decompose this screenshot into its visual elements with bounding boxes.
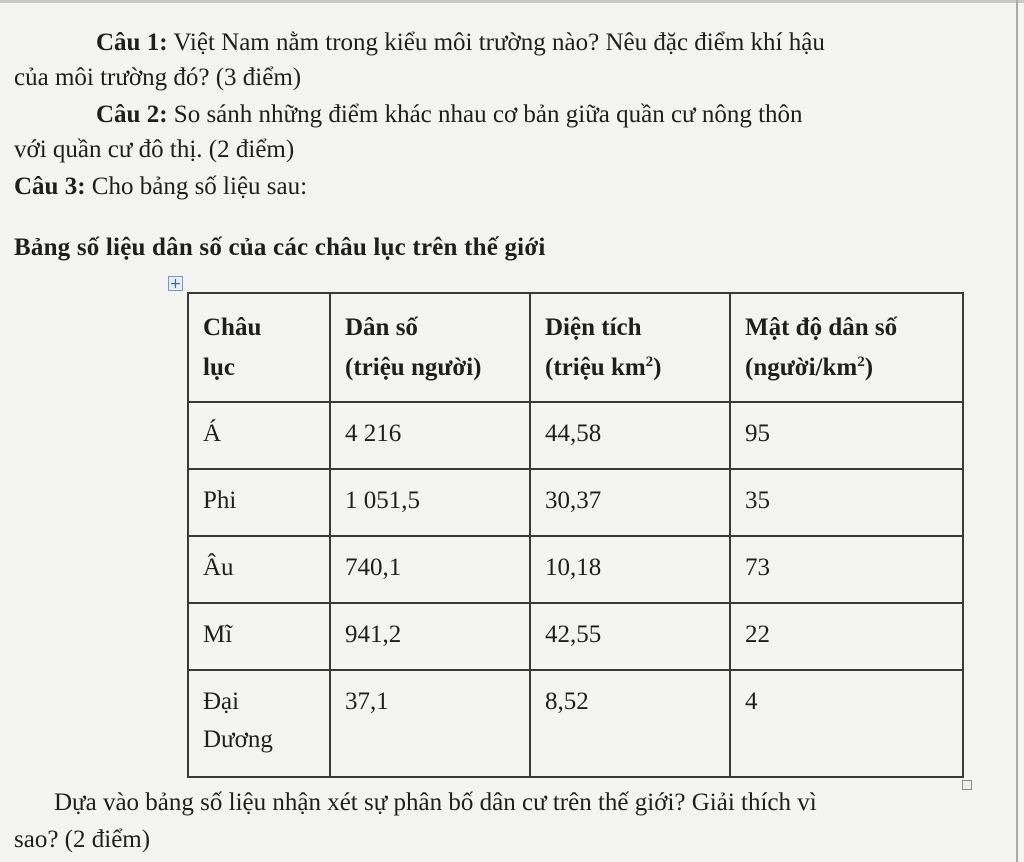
cell-population: 941,2 xyxy=(330,603,530,670)
table-row xyxy=(188,670,963,777)
header-density-line1: Mật độ dân số xyxy=(745,314,898,341)
right-border xyxy=(1016,0,1018,862)
header-area-line2: (triệu km xyxy=(545,354,646,381)
question-3-line xyxy=(14,170,307,204)
header-density-sup: 2 xyxy=(857,354,865,370)
table-move-handle-icon[interactable]: + xyxy=(169,276,182,292)
question-3-label: Câu 3: xyxy=(14,173,86,200)
header-population xyxy=(330,293,530,402)
cell-population: 740,1 xyxy=(330,536,530,603)
top-border xyxy=(0,0,1024,3)
cell-density: 4 xyxy=(730,670,963,777)
table-row xyxy=(188,402,963,469)
question-1-label: Câu 1: xyxy=(96,29,168,56)
cell-population: 1 051,5 xyxy=(330,469,530,536)
header-continent-line2: lục xyxy=(203,354,235,381)
cell-area: 42,55 xyxy=(530,603,730,670)
cell-density: 35 xyxy=(730,469,963,536)
question-2-text-1: So sánh những điểm khác nhau cơ bản giữa quần cư nông thôn xyxy=(167,101,803,128)
header-population-line1: Dân số xyxy=(345,314,418,341)
question-1-text-1: Việt Nam nằm trong kiểu môi trường nào? Nêu đặc điểm khí hậu xyxy=(167,29,825,56)
cell-area: 8,52 xyxy=(530,670,730,777)
cell-continent xyxy=(188,670,330,777)
cell-continent: Âu xyxy=(188,536,330,603)
cell-population: 4 216 xyxy=(330,402,530,469)
header-continent-line1: Châu xyxy=(203,314,262,341)
cell-area: 30,37 xyxy=(530,469,730,536)
table-row xyxy=(188,603,963,670)
table-row xyxy=(188,469,963,536)
cell-density: 73 xyxy=(730,536,963,603)
cell-area: 44,58 xyxy=(530,402,730,469)
question-1-line-2: của môi trường đó? (3 điểm) xyxy=(14,64,302,91)
question-1-line-1 xyxy=(96,26,825,60)
cell-continent: Á xyxy=(188,402,330,469)
question-3-text: Cho bảng số liệu sau: xyxy=(85,173,308,200)
header-density-line2: (người/km xyxy=(745,354,858,381)
table-row xyxy=(188,536,963,603)
header-area-end: ) xyxy=(653,354,662,381)
population-table xyxy=(187,292,964,778)
cell-population: 37,1 xyxy=(330,670,530,777)
table-title: Bảng số liệu dân số của các châu lục trên thế giới xyxy=(14,234,546,261)
header-population-line2: (triệu người) xyxy=(345,354,482,381)
cell-area: 10,18 xyxy=(530,536,730,603)
header-area xyxy=(530,293,730,402)
header-area-line1: Diện tích xyxy=(545,314,642,341)
question-2-label: Câu 2: xyxy=(96,101,168,128)
footer-line-2: sao? (2 điểm) xyxy=(14,826,151,853)
header-density xyxy=(730,293,963,402)
cell-continent-line1: Đại xyxy=(203,688,240,715)
question-2-line-1 xyxy=(96,98,803,132)
header-continent xyxy=(188,293,330,402)
cell-continent: Mĩ xyxy=(188,603,330,670)
footer-line-1: Dựa vào bảng số liệu nhận xét sự phân bố dân cư trên thế giới? Giải thích vì xyxy=(54,789,817,816)
cell-continent-line2: Dương xyxy=(203,726,273,753)
cell-density: 95 xyxy=(730,402,963,469)
cell-continent: Phi xyxy=(188,469,330,536)
table-header-row xyxy=(188,293,963,402)
header-density-end: ) xyxy=(864,354,874,381)
table-resize-handle[interactable] xyxy=(962,780,972,790)
cell-density: 22 xyxy=(730,603,963,670)
header-area-sup: 2 xyxy=(645,354,654,370)
question-2-line-2: với quần cư đô thị. (2 điểm) xyxy=(14,136,295,163)
